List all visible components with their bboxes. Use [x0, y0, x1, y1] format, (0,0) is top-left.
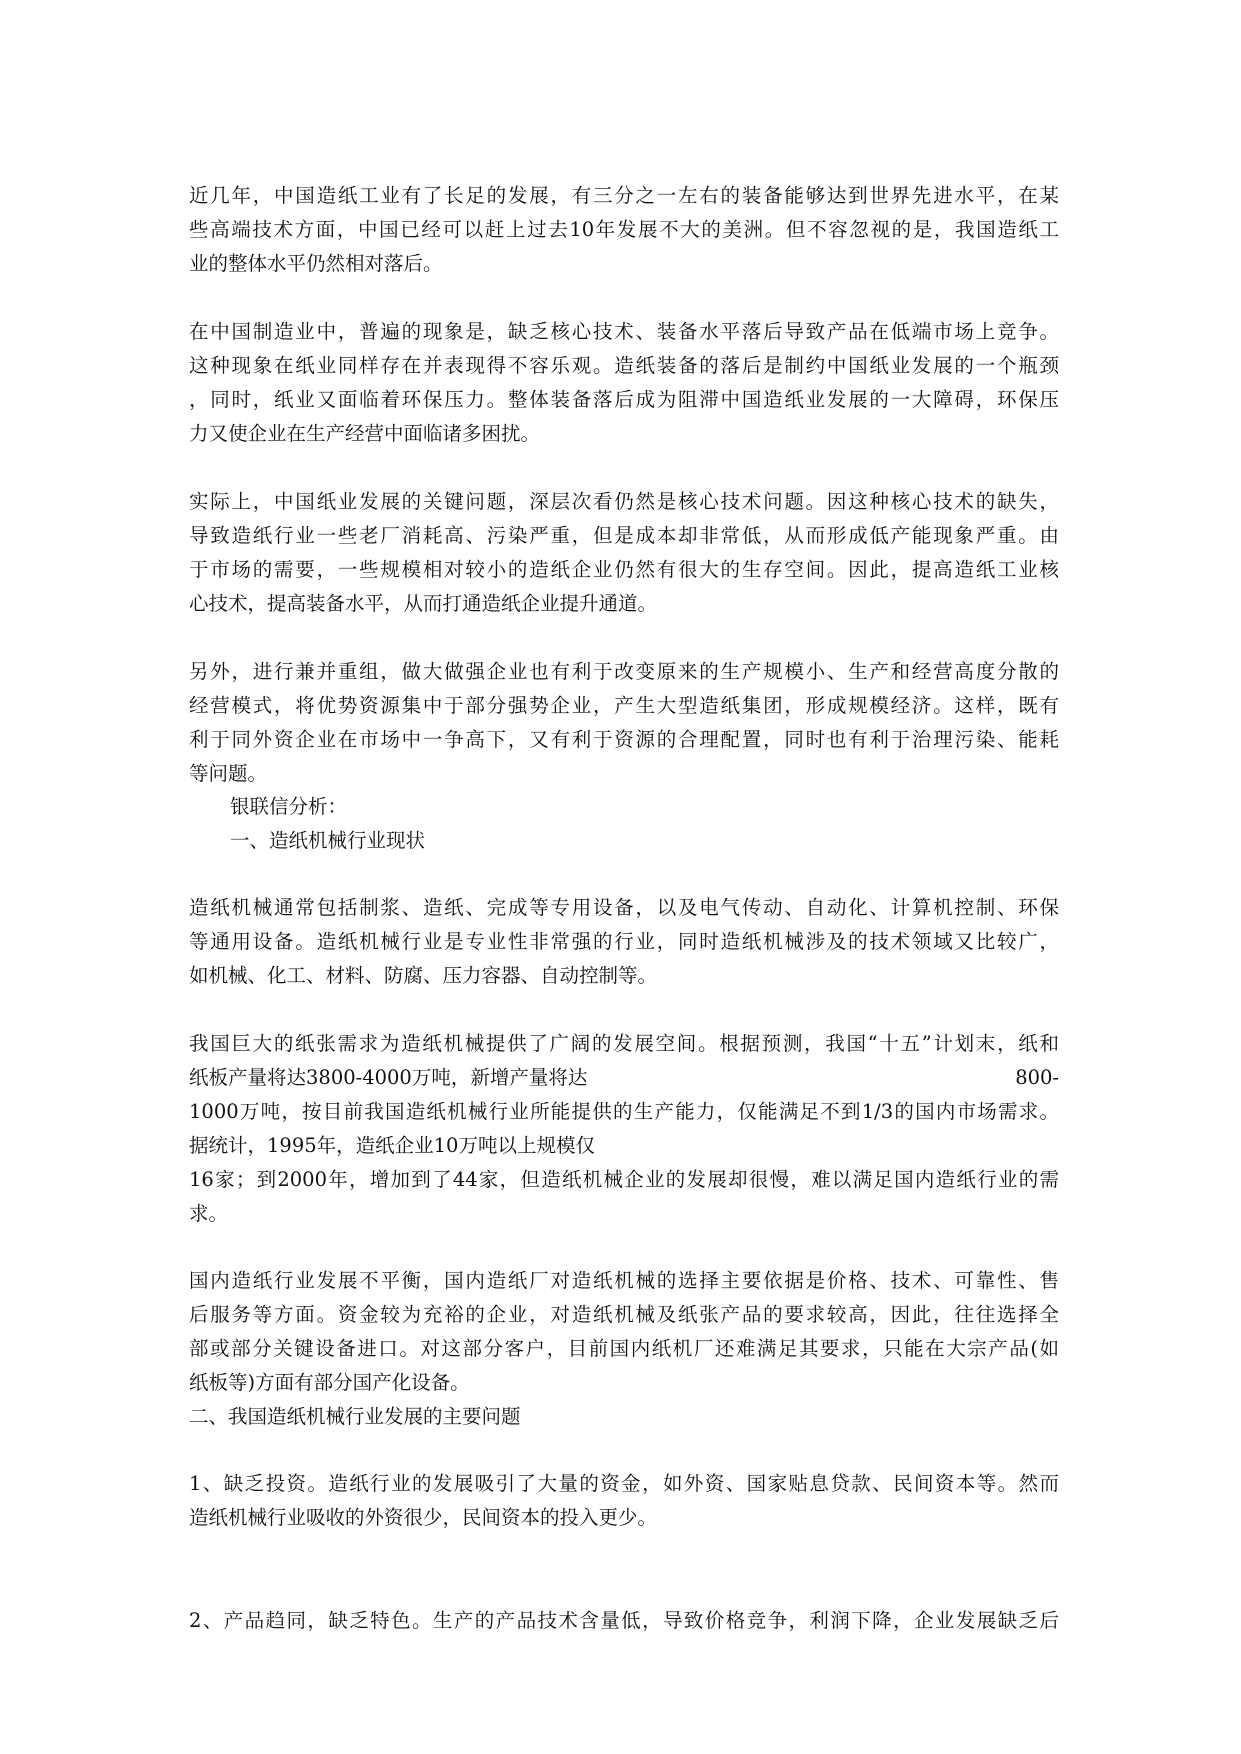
section-heading: 二、我国造纸机械行业发展的主要问题 [189, 1405, 521, 1428]
paragraph-line: 心技术，提高装备水平，从而打通造纸企业提升通道。 [189, 592, 658, 615]
paragraph-line: 经营模式，将优势资源集中于部分强势企业，产生大型造纸集团，形成规模经济。这样，既有 [189, 694, 1059, 717]
paragraph-line: 利于同外资企业在市场中一争高下，又有利于资源的合理配置，同时也有利于治理污染、能耗 [189, 728, 1059, 751]
paragraph-line: 2、产品趋同，缺乏特色。生产的产品技术含量低，导致价格竞争，利润下降，企业发展缺乏后 [189, 1609, 1059, 1632]
paragraph-line: 等问题。 [189, 762, 268, 785]
paragraph-line: 1、缺乏投资。造纸行业的发展吸引了大量的资金，如外资、国家贴息贷款、民间资本等。然而 [189, 1472, 1059, 1495]
paragraph-line: 些高端技术方面，中国已经可以赶上过去10年发展不大的美洲。但不容忽视的是，我国造纸工 [189, 218, 1059, 241]
paragraph-line: ，同时，纸业又面临着环保压力。整体装备落后成为阻滞中国造纸业发展的一大障碍，环保压 [189, 388, 1059, 411]
paragraph-line: 16家；到2000年，增加到了44家，但造纸机械企业的发展却很慢，难以满足国内造纸行业的需 [189, 1168, 1059, 1191]
paragraph-line: 于市场的需要，一些规模相对较小的造纸企业仍然有很大的生存空间。因此，提高造纸工业核 [189, 558, 1059, 581]
paragraph-line: 后服务等方面。资金较为充裕的企业，对造纸机械及纸张产品的要求较高，因此，往往选择全 [189, 1303, 1059, 1326]
paragraph-line: 造纸机械通常包括制浆、造纸、完成等专用设备，以及电气传动、自动化、计算机控制、环保 [189, 896, 1059, 919]
paragraph-line: 我国巨大的纸张需求为造纸机械提供了广阔的发展空间。根据预测，我国“十五”计划末，纸和 [189, 1032, 1059, 1055]
paragraph-line: 据统计，1995年，造纸企业10万吨以上规模仅 [189, 1134, 595, 1157]
paragraph-line: 力又使企业在生产经营中面临诸多困扰。 [189, 422, 541, 445]
paragraph-line: 等通用设备。造纸机械行业是专业性非常强的行业，同时造纸机械涉及的技术领域又比较广， [189, 930, 1059, 953]
line-end-fragment: 800- [1015, 1066, 1059, 1089]
paragraph-text: 纸板产量将达3800-4000万吨，新增产量将达 [189, 1066, 588, 1089]
paragraph-line: 国内造纸行业发展不平衡，国内造纸厂对造纸机械的选择主要依据是价格、技术、可靠性、售 [189, 1269, 1059, 1292]
section-heading: 一、造纸机械行业现状 [230, 829, 426, 852]
paragraph-line: 另外，进行兼并重组，做大做强企业也有利于改变原来的生产规模小、生产和经营高度分散的 [189, 660, 1059, 683]
paragraph-line: 如机械、化工、材料、防腐、压力容器、自动控制等。 [189, 964, 658, 987]
paragraph-line [189, 1061, 1059, 1095]
paragraph-line: 在中国制造业中，普遍的现象是，缺乏核心技术、装备水平落后导致产品在低端市场上竞争。 [189, 320, 1059, 343]
paragraph-line: 这种现象在纸业同样存在并表现得不容乐观。造纸装备的落后是制约中国纸业发展的一个瓶颈 [189, 354, 1059, 377]
paragraph-line: 业的整体水平仍然相对落后。 [189, 252, 443, 275]
paragraph-line: 造纸机械行业吸收的外资很少，民间资本的投入更少。 [189, 1506, 658, 1529]
paragraph-line: 求。 [189, 1202, 229, 1225]
paragraph-line: 导致造纸行业一些老厂消耗高、污染严重，但是成本却非常低，从而形成低产能现象严重。由 [189, 524, 1059, 547]
paragraph-line: 1000万吨，按目前我国造纸机械行业所能提供的生产能力，仅能满足不到1/3的国内市场需求。 [189, 1100, 1059, 1123]
paragraph-line: 部或部分关键设备进口。对这部分客户，目前国内纸机厂还难满足其要求，只能在大宗产品(如 [189, 1337, 1059, 1360]
paragraph-line: 近几年，中国造纸工业有了长足的发展，有三分之一左右的装备能够达到世界先进水平，在某 [189, 184, 1059, 207]
section-label: 银联信分析： [230, 795, 348, 818]
paragraph-line: 纸板等)方面有部分国产化设备。 [189, 1371, 470, 1394]
paragraph-line: 实际上，中国纸业发展的关键问题，深层次看仍然是核心技术问题。因这种核心技术的缺失， [189, 490, 1059, 513]
